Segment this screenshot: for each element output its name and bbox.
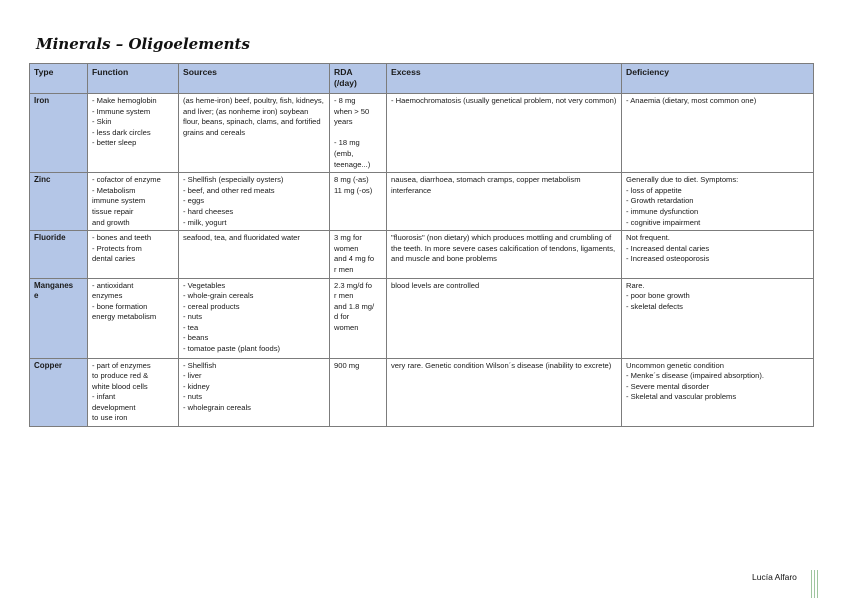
- decorative-bars: [811, 570, 820, 598]
- header-type: Type: [30, 64, 88, 94]
- cell-sources: - Vegetables - whole-grain cereals - cereal products - nuts - tea - beans - tomatoe paste (plant foods): [179, 278, 330, 358]
- table-header-row: [30, 64, 814, 94]
- cell-rda: 8 mg (-as) 11 mg (-os): [330, 173, 387, 231]
- table-row: [30, 231, 814, 278]
- table-row: [30, 358, 814, 427]
- cell-deficiency: - Anaemia (dietary, most common one): [622, 94, 814, 173]
- cell-sources: seafood, tea, and fluoridated water: [179, 231, 330, 278]
- cell-deficiency: Generally due to diet. Symptoms: - loss of appetite - Growth retardation - immune dysfunction - cognitive impairment: [622, 173, 814, 231]
- header-function: Function: [88, 64, 179, 94]
- cell-type: Manganes e: [30, 278, 88, 358]
- cell-excess: blood levels are controlled: [387, 278, 622, 358]
- table-row: [30, 173, 814, 231]
- cell-function: - part of enzymes to produce red & white blood cells - infant development to use iron: [88, 358, 179, 427]
- cell-deficiency: Rare. - poor bone growth - skeletal defects: [622, 278, 814, 358]
- table-row: [30, 278, 814, 358]
- cell-rda: 3 mg for women and 4 mg fo r men: [330, 231, 387, 278]
- cell-function: - bones and teeth - Protects from dental caries: [88, 231, 179, 278]
- cell-type: Zinc: [30, 173, 88, 231]
- cell-deficiency: Not frequent. - Increased dental caries - Increased osteoporosis: [622, 231, 814, 278]
- author-name: Lucía Alfaro: [752, 572, 797, 582]
- cell-type: Iron: [30, 94, 88, 173]
- header-deficiency: Deficiency: [622, 64, 814, 94]
- cell-type: Fluoride: [30, 231, 88, 278]
- header-excess: Excess: [387, 64, 622, 94]
- minerals-table: [29, 63, 814, 427]
- cell-function: - antioxidant enzymes - bone formation energy metabolism: [88, 278, 179, 358]
- table-row: [30, 94, 814, 173]
- header-rda: RDA (/day): [330, 64, 387, 94]
- bar-line: [817, 570, 818, 598]
- cell-rda: - 8 mg when > 50 years - 18 mg (emb, teenage...): [330, 94, 387, 173]
- header-sources: Sources: [179, 64, 330, 94]
- cell-sources: - Shellfish - liver - kidney - nuts - wholegrain cereals: [179, 358, 330, 427]
- cell-excess: nausea, diarrhoea, stomach cramps, copper metabolism interferance: [387, 173, 622, 231]
- document-title: Minerals – Oligoelements: [36, 35, 250, 53]
- cell-sources: (as heme-iron) beef, poultry, fish, kidneys, and liver; (as nonheme iron) soybean flour, beans, spinach, clams, and fortified grains and cereals: [179, 94, 330, 173]
- cell-rda: 900 mg: [330, 358, 387, 427]
- cell-function: - Make hemoglobin - Immune system - Skin - less dark circles - better sleep: [88, 94, 179, 173]
- cell-excess: "fluorosis" (non dietary) which produces mottling and crumbling of the teeth. In more severe cases calcification of tendons, ligaments, and muscle and bone problems: [387, 231, 622, 278]
- cell-excess: very rare. Genetic condition Wilson´s disease (inability to excrete): [387, 358, 622, 427]
- bar-line: [814, 570, 815, 598]
- cell-sources: - Shellfish (especially oysters) - beef, and other red meats - eggs - hard cheeses - milk, yogurt: [179, 173, 330, 231]
- cell-deficiency: Uncommon genetic condition - Menke´s disease (impaired absorption). - Severe mental disorder - Skeletal and vascular problems: [622, 358, 814, 427]
- bar-line: [811, 570, 812, 598]
- cell-function: - cofactor of enzyme - Metabolism immune system tissue repair and growth: [88, 173, 179, 231]
- cell-excess: - Haemochromatosis (usually genetical problem, not very common): [387, 94, 622, 173]
- cell-rda: 2.3 mg/d fo r men and 1.8 mg/ d for women: [330, 278, 387, 358]
- cell-type: Copper: [30, 358, 88, 427]
